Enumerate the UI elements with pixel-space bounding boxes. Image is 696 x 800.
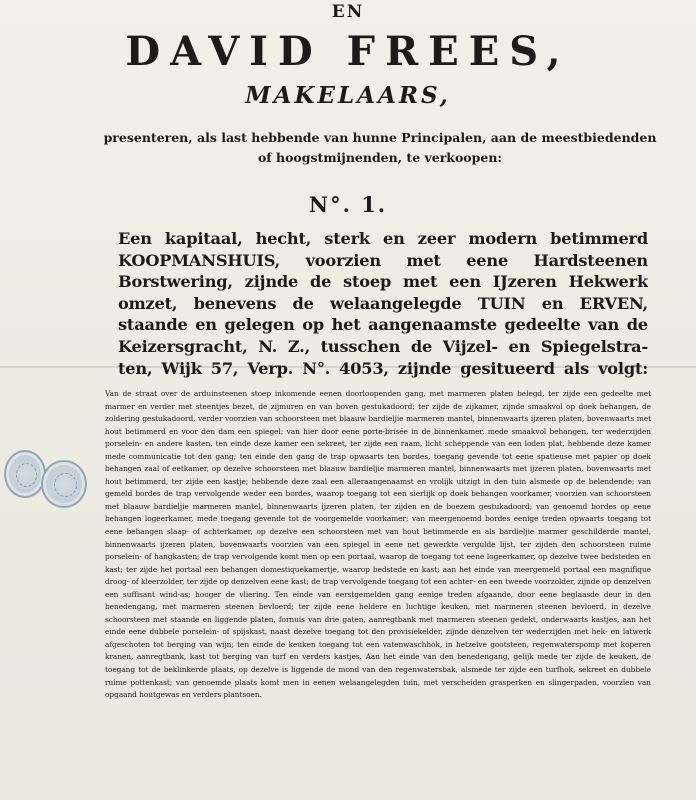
lot-number: N°. 1. <box>308 192 388 217</box>
headline-line: ten, Wijk 57, Verp. N°. 4053, zijnde gesitueerd als volgt: <box>118 358 648 378</box>
header-conjunction: EN <box>331 2 365 22</box>
headline-line: omzet, benevens de welaangelegde TUIN en ERVEN, <box>118 293 648 313</box>
headline-line: Een kapitaal, hecht, sterk en zeer modern betimmerd <box>118 229 648 248</box>
headline-line: Keizersgracht, N. Z., tusschen de Vijzel- en Spiegelstra- <box>118 336 648 356</box>
library-stamp-icon <box>41 460 87 508</box>
headline-line: staande en gelegen op het aangenaamste gedeelte van de <box>118 315 648 335</box>
intro-paragraph <box>100 128 660 168</box>
property-description: Van de straat over de arduinsteenen stoep inkomende eenen doorloopenden gang, met marmeren platen belegd, ter zijde een gedeelte met marmer en verder met steentjes bezet, de zijmuren en van boven gestukadoord; ter zijde de zijkamer, zijnde smaakvol op doek behangen, de zoldering gestukadoord, verder voorzien van schoorsteen met blaauw bardieljie marmeren mantel, binnenwaarts ijzeren platen, bovenwaarts met hout betimmerd en voor den dam een spiegel; van hier door eene porte-brisée in de binnenkamer, mede smaakvol behangen, ter wederzijden porselein- en andere kasten, ten einde deze kamer een sekreet, ter zijde een raam, licht scheppende van een loden plat, hebbende deze kamer mede communicatie tot den gang; ten einde den gang de trap opwaarts ten bordes, toegang gevende tot eene spatieuse met papier op doek behangen zaal of eetkamer, op dezelve schoorsteen met blaauw bardieljie marmeren mantel, binnenwaarts met ijzeren platen, bovenwaarts met hout betimmerd, ter zijde een kastje; hebbende deze zaal een alleraangenaamst en vrolijk uitzigt in den tuin alsmede op de belendende; van gemeld bordes de trap vervolgende weder een bordes, waarop toegang tot een sierlijk op doek behangen voorkamer, voorzien van schoorsteen met blaauw bardieljie marmeren mantel, binnenwaarts ijzeren platen, ter zijden en de boezem gestukadoord; van genoemd bordes op eene behangen logeerkamer, mede toegang gevende tot de voorgemelde voorkamer; van meergenoemd bordes eenige treden opwaarts toegang tot eene behangen slaap- of achterkamer, op dezelve een schoorsteen met van hout betimmerde en als bardieljie marmer geschilderde mantel, binnenwaarts ijzeren platen, bovenwaarts voorzien van een spiegel in eene net gewerkte vergulde lijst, ter zijden den schoorsteen ruime porselein- of hangkasten; de trap vervolgende komt men op een portaal, waarop de toegang tot eene logeerkamer, op dezelve twee bedsteden en kast; ter zijde het portaal een behangen domestiquekamertje, waarop bedstede en kast; aan het einde van meergemeld portaal een magnifique droog- of kleerzolder, ter zijde op denzelven eene kast; de trap vervolgende toegang tot een achter- en een tweede voorzolder, zijnde op denzelven een suffisant wind-as; hooger de vliering. Ten einde van eerstgemelden gang eenige treden afgaande, door eene beglaasde deur in den benedengang, met marmeren steenen bevloerd; ter zijde eene heldere en luchtige keuken, met marmeren steenen bevloerd, in dezelve schoorsteen met staande en liggende platen, fornuis van drie gaten, aanregtbank met marmeren steenen gedekt, onderwaarts kastjes, aan het einde eene dubbele porselein- of spijskast, naast dezelve toegang tot den provisiekelder, zijnde denzelven ter wederzijden met hek- en latwerk afgeschoten tot berging van wijn; ten einde de keuken toegang tot een vatenwaschhok, in hetzelve gootsteen, regenwaterspomp met koperen kranen, aanregtbank, kast tot berging van turf en verders kastjes. Aan het einde van den benedengang, gelijk mede ter zijde de keuken, de toegang tot de beklinkerde plaats, op dezelve is liggende de mond van den regenwatersbak, alsmede ter zijde een turfhok, sekreet en dubbele ruime pottenkast; van genoemde plaats komt men in eenen welaangelegden tuin, met verscheiden grasperken en slingerpaden, voorzien van opgaand houtgewas en verders plantsoen. <box>105 389 651 700</box>
property-headline <box>118 228 648 379</box>
headline-line: KOOPMANSHUIS, voorzien met eene Hardsteenen <box>118 250 648 270</box>
headline-line: Borstwering, zijnde de stoep met een IJzeren Hekwerk <box>118 272 648 292</box>
intro-line-1: presenteren, als last hebbende van hunne Principalen, aan de meestbiedenden <box>103 130 657 145</box>
intro-line-2: of hoogstmijnenden, te verkoopen: <box>257 150 503 165</box>
profession-title: MAKELAARS, <box>245 82 451 109</box>
library-stamp-icon <box>4 450 46 498</box>
firm-name: DAVID FREES, <box>125 28 571 75</box>
